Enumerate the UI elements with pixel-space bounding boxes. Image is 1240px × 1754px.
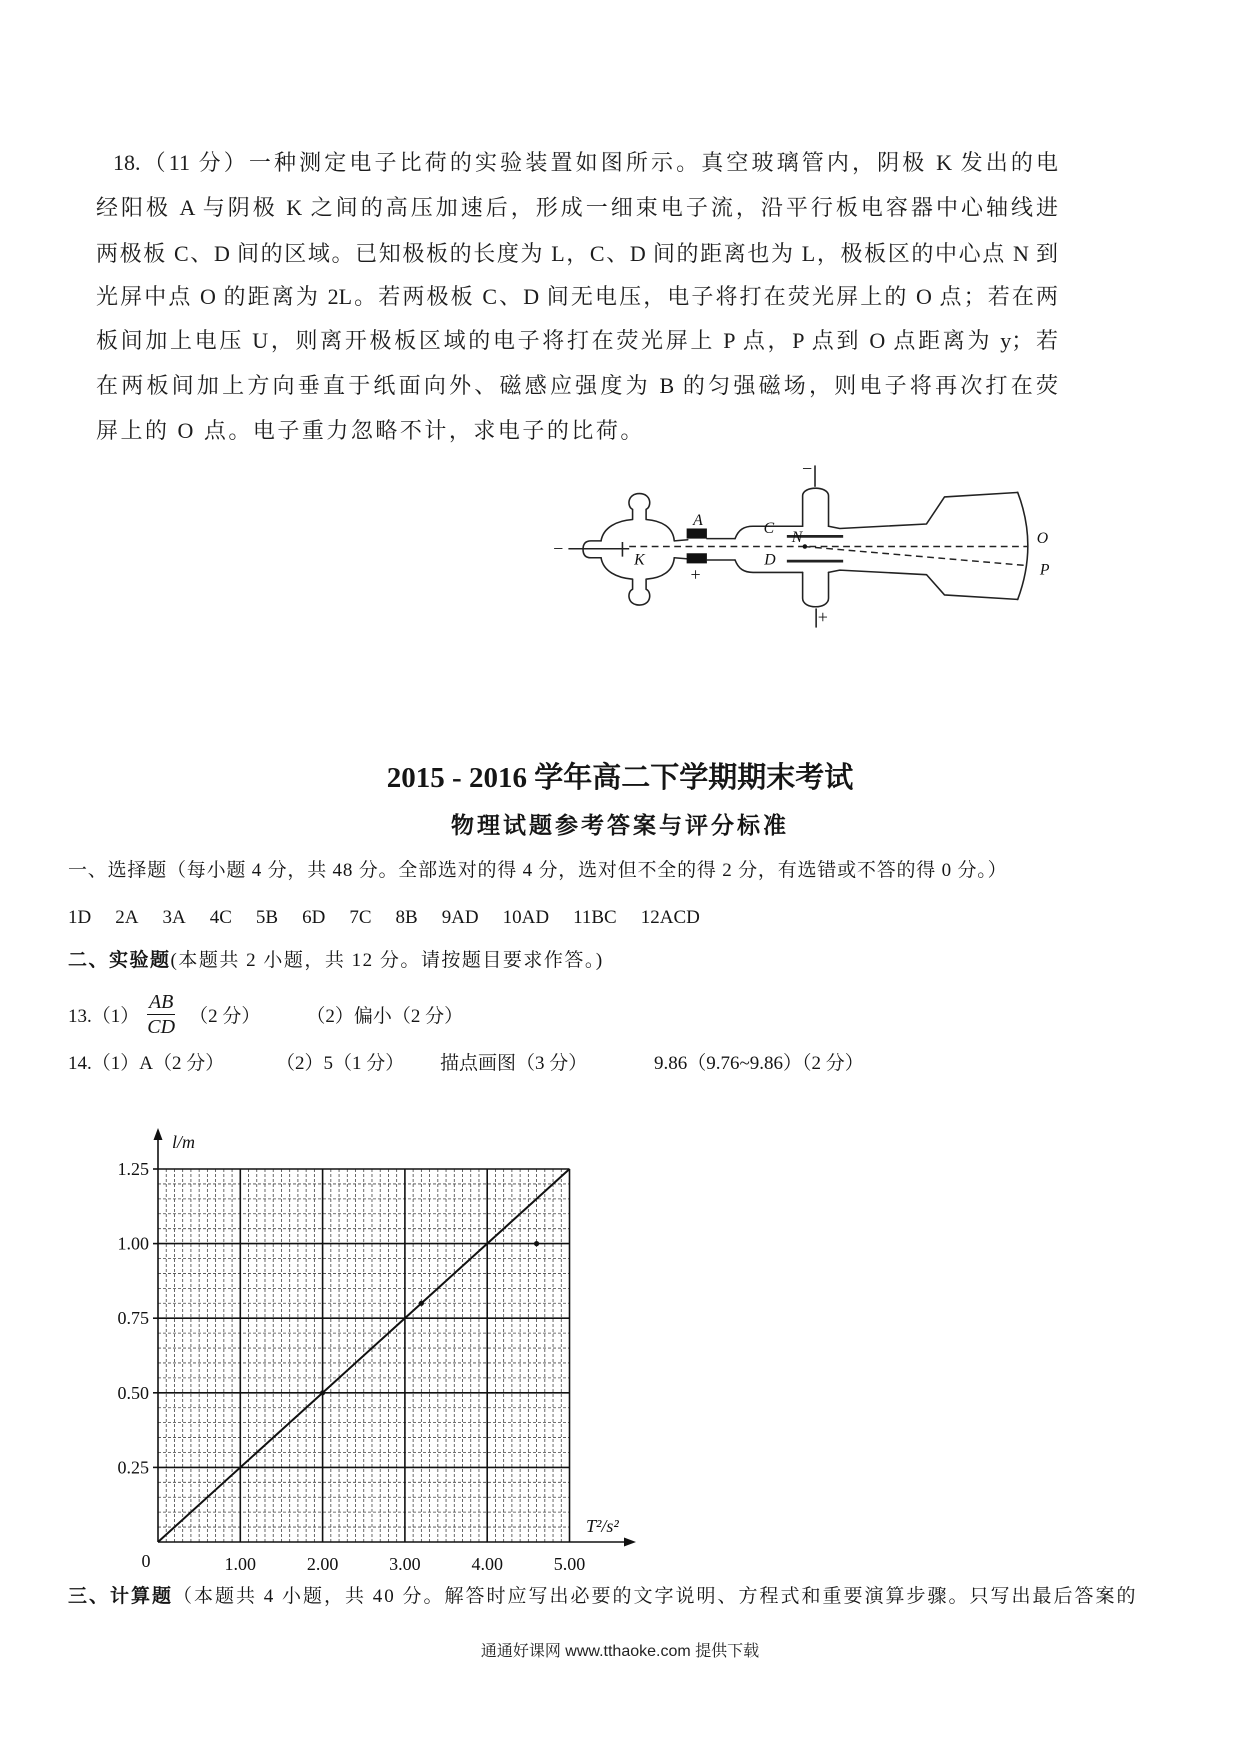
lower-arm bbox=[803, 572, 829, 606]
center-point-label: N bbox=[791, 528, 803, 546]
tube-flare-top bbox=[829, 492, 1018, 528]
answer-item: 1D bbox=[68, 907, 92, 928]
x-axis-label: T²/s² bbox=[586, 1516, 619, 1536]
tube-flare-bottom bbox=[829, 570, 1018, 599]
answer-item: 12ACD bbox=[640, 907, 700, 928]
answer-key-subtitle: 物理试题参考答案与评分标准 bbox=[451, 813, 789, 838]
y-tick-label: 1.25 bbox=[117, 1159, 149, 1179]
cathode-element bbox=[622, 542, 629, 557]
answer-key-title: 2015 - 2016 学年高二下学期期末考试 bbox=[386, 762, 854, 794]
x-tick-label: 5.00 bbox=[553, 1554, 586, 1574]
y-tick-label: 0.25 bbox=[117, 1457, 149, 1478]
plate-c-label: C bbox=[763, 519, 775, 537]
anode-label: A bbox=[693, 512, 703, 530]
section-1-heading: 一、选择题（每小题 4 分，共 48 分。全部选对的得 4 分，选对但不全的得 2 分，有选错或不答的得 0 分。） bbox=[68, 860, 1008, 881]
fraction-denominator: CD bbox=[147, 1015, 176, 1038]
cathode-label: K bbox=[634, 551, 645, 569]
fraction-ab-over-cd bbox=[145, 991, 177, 1038]
answer-item: 6D bbox=[302, 907, 326, 928]
problem-18-line-1: 18.（11 分）一种测定电子比荷的实验装置如图所示。真空玻璃管内，阴极 K 发出的电 bbox=[113, 150, 1058, 175]
y-tick-label: 0.50 bbox=[117, 1382, 149, 1403]
section-2-heading bbox=[68, 948, 604, 974]
problem-18-line-2: 经阳极 A 与阴极 K 之间的高压加速后，形成一细束电子流，沿平行板电容器中心轴线进 bbox=[96, 195, 1058, 220]
x-tick-label: 4.00 bbox=[471, 1554, 503, 1574]
section-2-heading-bold: 二、实验题 bbox=[68, 950, 171, 971]
question-14-answer bbox=[0, 1051, 1240, 1077]
cathode-terminal-label: − bbox=[553, 538, 564, 559]
cathode-bulb-top bbox=[601, 494, 674, 541]
problem-18-line-4: 光屏中点 O 的距离为 2L。若两极板 C、D 间无电压，电子将打在荧光屏上的 O 点；若在两 bbox=[96, 284, 1058, 309]
question-13-part-2: （2）偏小（2 分） bbox=[306, 1005, 464, 1027]
data-point bbox=[534, 1241, 539, 1246]
question-13-answer bbox=[68, 990, 463, 1038]
anode-neck bbox=[674, 540, 688, 559]
y-axis-label: l/m bbox=[172, 1132, 196, 1152]
question-13-score-1: （2 分） bbox=[189, 1005, 261, 1027]
data-point bbox=[419, 1301, 424, 1306]
question-14-part-2: （2）5（1 分） bbox=[276, 1053, 405, 1074]
lower-terminal-label: + bbox=[817, 607, 828, 628]
upper-arm bbox=[803, 488, 829, 526]
answer-item: 11BC bbox=[573, 907, 617, 928]
problem-18-line-7: 屏上的 O 点。电子重力忽略不计，求电子的比荷。 bbox=[96, 418, 645, 443]
anode-plate-top bbox=[687, 528, 707, 538]
x-tick-label: 2.00 bbox=[306, 1554, 339, 1574]
anode-terminal-label: + bbox=[690, 564, 701, 585]
data-point bbox=[320, 1390, 325, 1395]
electron-tube-diagram bbox=[547, 462, 1065, 631]
problem-18-line-5: 板间加上电压 U，则离开极板区域的电子将打在荧光屏上 P 点，P 点到 O 点距离为 y；若 bbox=[96, 328, 1058, 353]
fraction-numerator: AB bbox=[148, 990, 174, 1013]
question-14-part-3: 描点画图（3 分） bbox=[440, 1053, 588, 1074]
screen-point-label: P bbox=[1039, 561, 1050, 579]
answer-item: 3A bbox=[162, 907, 186, 928]
problem-18-line-6: 在两板间加上方向垂直于纸面向外、磁感应强度为 B 的匀强磁场，则电子将再次打在荧 bbox=[96, 373, 1058, 398]
origin-label: 0 bbox=[141, 1551, 151, 1571]
y-axis-arrow-icon bbox=[154, 1128, 163, 1140]
center-point-n-dot bbox=[803, 544, 808, 549]
x-axis-arrow-icon bbox=[624, 1538, 636, 1547]
deflected-path-dashed bbox=[804, 547, 1028, 566]
section-3-heading-bold: 三、计算题 bbox=[68, 1586, 174, 1607]
upper-terminal-label: − bbox=[802, 462, 813, 479]
y-tick-label: 1.00 bbox=[117, 1233, 149, 1254]
pendulum-length-vs-period-squared-chart bbox=[0, 1120, 660, 1580]
question-14-part-4: 9.86（9.76~9.86）（2 分） bbox=[654, 1053, 864, 1074]
answer-item: 10AD bbox=[502, 907, 550, 928]
download-footer: 通通好课网 www.tthaoke.com 提供下载 bbox=[480, 1643, 760, 1660]
question-14-part-1: 14.（1）A（2 分） bbox=[68, 1053, 225, 1074]
answer-item: 9AD bbox=[441, 907, 479, 928]
section-1-answers bbox=[68, 905, 700, 931]
plate-d-label: D bbox=[764, 551, 776, 569]
section-2-heading-rest: (本题共 2 小题，共 12 分。请按题目要求作答。) bbox=[170, 950, 604, 971]
x-tick-label: 3.00 bbox=[389, 1554, 421, 1574]
section-3-heading bbox=[68, 1584, 1138, 1610]
question-13-label: 13.（1） bbox=[68, 1005, 140, 1027]
answer-item: 8B bbox=[395, 907, 418, 928]
screen-center-label: O bbox=[1036, 530, 1049, 548]
answer-item: 2A bbox=[115, 907, 139, 928]
answer-item: 7C bbox=[349, 907, 372, 928]
problem-18-line-3: 两极板 C、D 间的区域。已知极板的长度为 L，C、D 间的距离也为 L，极板区的中心点 N 到 bbox=[96, 241, 1058, 266]
anode-plate-bottom bbox=[687, 553, 707, 563]
x-tick-label: 1.00 bbox=[224, 1554, 257, 1574]
y-tick-label: 0.75 bbox=[117, 1308, 149, 1329]
tube-neck bbox=[707, 539, 735, 560]
section-3-heading-rest: （本题共 4 小题，共 40 分。解答时应写出必要的文字说明、方程式和重要演算步骤。只写出最后答案的 bbox=[173, 1586, 1138, 1607]
answer-item: 5B bbox=[255, 907, 279, 928]
answer-item: 4C bbox=[209, 907, 232, 928]
